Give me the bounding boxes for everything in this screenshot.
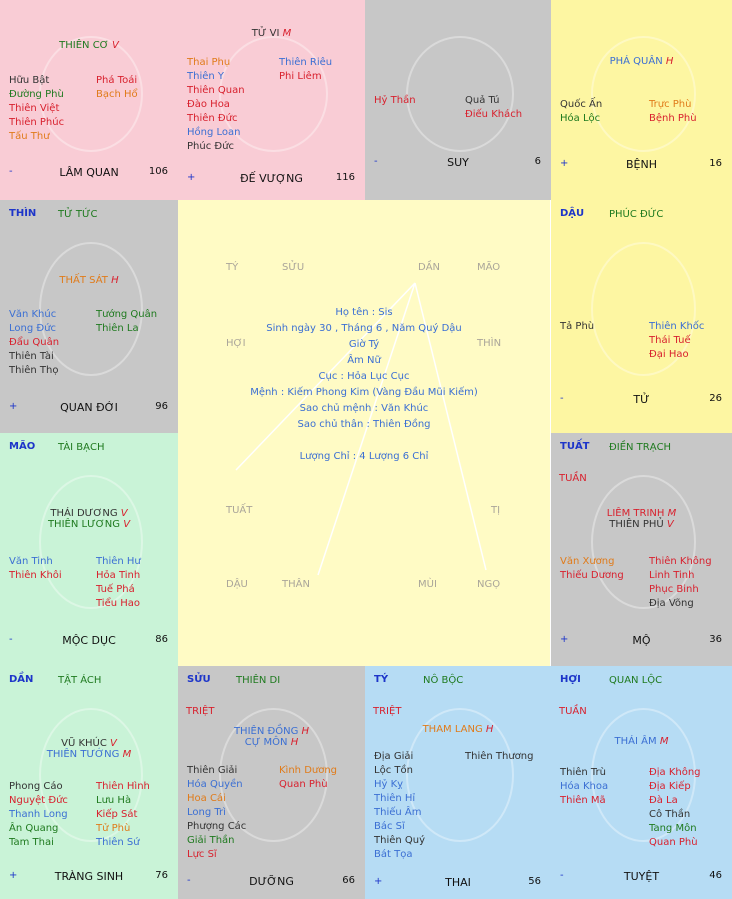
minor-star: Bát Tọa bbox=[374, 849, 413, 860]
major-star-brightness: H bbox=[301, 726, 310, 737]
direction-thin: THÌN bbox=[477, 338, 502, 349]
minor-star: Tang Môn bbox=[649, 823, 697, 834]
minor-star: Hỷ Thần bbox=[374, 95, 416, 106]
major-star bbox=[0, 275, 178, 286]
minor-star: Điếu Khách bbox=[465, 109, 523, 120]
palace-cell-suu[interactable] bbox=[178, 666, 365, 899]
minor-star: Thiên Việt bbox=[9, 103, 60, 114]
polarity-sign: + bbox=[9, 401, 18, 412]
palace-cell-than[interactable] bbox=[551, 0, 732, 200]
major-star bbox=[178, 737, 365, 748]
polarity-sign: - bbox=[9, 634, 13, 645]
major-star-brightness: M bbox=[122, 749, 132, 760]
minor-star: Bác Sĩ bbox=[374, 821, 405, 832]
life-stage: LÂM QUAN bbox=[59, 166, 119, 179]
minor-star: Ân Quang bbox=[9, 823, 59, 834]
life-stage: BỆNH bbox=[626, 158, 657, 171]
major-star-name: THẤT SÁT bbox=[59, 275, 108, 286]
life-stage: TỬ bbox=[633, 393, 650, 406]
minor-star: Địa Giải bbox=[374, 751, 414, 762]
branch-label: DẬU bbox=[560, 208, 585, 219]
major-star-name: THIÊN PHỦ bbox=[609, 519, 664, 530]
minor-star: Lộc Tồn bbox=[374, 765, 413, 776]
info-name: Họ tên : Sis bbox=[335, 307, 393, 318]
minor-star: Hồng Loan bbox=[187, 127, 241, 138]
direction-ti: TỊ bbox=[491, 505, 501, 516]
minor-star: Quả Tú bbox=[465, 95, 500, 106]
palace-label: TẬT ÁCH bbox=[58, 675, 102, 686]
minor-star: Thiên Mã bbox=[560, 795, 606, 806]
life-stage: MỘC DỤC bbox=[62, 634, 116, 647]
minor-star: Long Trì bbox=[187, 807, 226, 818]
info-gender: Âm Nữ bbox=[347, 355, 381, 366]
minor-star: Tiểu Hao bbox=[96, 598, 141, 609]
branch-label: MÃO bbox=[9, 441, 36, 452]
age-number: 46 bbox=[709, 870, 722, 881]
major-star-brightness: H bbox=[111, 275, 119, 286]
life-stage: TRÀNG SINH bbox=[54, 870, 124, 883]
minor-star: Phá Toái bbox=[96, 75, 138, 86]
minor-star: Thiên Khốc bbox=[649, 321, 705, 332]
major-star-name: THAM LANG bbox=[422, 724, 483, 735]
major-star bbox=[0, 508, 178, 519]
major-star bbox=[0, 40, 178, 51]
minor-star: Văn Tinh bbox=[9, 556, 53, 567]
major-star-name: THIÊN LƯƠNG bbox=[47, 519, 121, 530]
minor-star: Đẩu Quân bbox=[9, 337, 60, 348]
minor-star: Hóa Quyền bbox=[187, 779, 243, 790]
polarity-sign: + bbox=[9, 870, 18, 881]
minor-star: Quan Phù bbox=[279, 779, 328, 790]
minor-star: Kiếp Sát bbox=[96, 809, 138, 820]
polarity-sign: + bbox=[560, 158, 569, 169]
major-star-name: THIÊN CƠ bbox=[59, 40, 109, 51]
major-star bbox=[365, 724, 551, 735]
direction-dau: DẬU bbox=[226, 579, 248, 590]
tuan-triet-label: TRIỆT bbox=[373, 706, 402, 717]
major-star-brightness: H bbox=[485, 724, 494, 735]
direction-mao: MÃO bbox=[477, 262, 501, 273]
minor-star: Thiếu Dương bbox=[560, 570, 624, 581]
minor-star: Thiên Riêu bbox=[279, 57, 333, 68]
minor-star: Thiên Giải bbox=[187, 765, 238, 776]
polarity-sign: + bbox=[560, 634, 569, 645]
major-star-name: VŨ KHÚC bbox=[61, 738, 107, 749]
palace-label: PHÚC ĐỨC bbox=[609, 209, 664, 220]
polarity-sign: - bbox=[560, 870, 564, 881]
minor-star: Địa Võng bbox=[649, 598, 694, 609]
major-star-name: THIÊN TƯỚNG bbox=[46, 749, 120, 760]
minor-star: Thiên Thương bbox=[465, 751, 534, 762]
info-menh: Mệnh : Kiếm Phong Kim (Vàng Đầu Mũi Kiếm) bbox=[250, 387, 478, 398]
info-cuc: Cục : Hỏa Lục Cục bbox=[318, 371, 410, 382]
age-number: 16 bbox=[709, 158, 722, 169]
minor-star: Tấu Thư bbox=[9, 131, 50, 142]
palace-cell-mao[interactable] bbox=[0, 433, 178, 666]
minor-star: Tam Thai bbox=[9, 837, 54, 848]
life-stage: THAI bbox=[445, 876, 471, 889]
minor-star: Hóa Lộc bbox=[560, 113, 601, 124]
minor-star: Đà La bbox=[649, 795, 678, 806]
minor-star: Đại Hao bbox=[649, 349, 689, 360]
minor-star: Linh Tinh bbox=[649, 570, 695, 581]
palace-cell-tuat[interactable] bbox=[551, 433, 732, 666]
branch-label: TUẤT bbox=[560, 441, 590, 452]
major-star bbox=[178, 28, 365, 39]
minor-star: Phục Binh bbox=[649, 584, 699, 595]
direction-suu: SỬU bbox=[282, 262, 305, 273]
direction-dan: DẦN bbox=[418, 262, 441, 273]
major-star-brightness: M bbox=[282, 28, 292, 39]
info-birth: Sinh ngày 30 , Tháng 6 , Năm Quý Dậu bbox=[266, 323, 462, 334]
minor-star: Thiên Quý bbox=[374, 835, 426, 846]
minor-star: Tử Phù bbox=[96, 823, 131, 834]
branch-label: HỢI bbox=[560, 674, 581, 685]
minor-star: Thiên La bbox=[96, 323, 139, 334]
minor-star: Thanh Long bbox=[9, 809, 68, 820]
life-stage: SUY bbox=[447, 156, 469, 169]
minor-star: Nguyệt Đức bbox=[9, 795, 68, 806]
age-number: 76 bbox=[155, 870, 168, 881]
major-star-brightness: M bbox=[667, 508, 677, 519]
major-star bbox=[0, 749, 178, 760]
minor-star: Thiên Thọ bbox=[9, 365, 59, 376]
minor-star: Trực Phù bbox=[649, 99, 692, 110]
minor-star: Long Đức bbox=[9, 323, 56, 334]
life-stage: TUYỆT bbox=[623, 870, 660, 883]
minor-star: Lưu Hà bbox=[96, 795, 132, 806]
major-star-name: THIÊN ĐỒNG bbox=[233, 726, 299, 737]
minor-star: Thiên Y bbox=[187, 71, 225, 82]
major-star-brightness: V bbox=[666, 519, 674, 530]
major-star-name: LIÊM TRINH bbox=[606, 508, 665, 519]
life-stage: MỘ bbox=[632, 634, 651, 647]
info-luong-chi: Lượng Chỉ : 4 Lượng 6 Chỉ bbox=[299, 451, 429, 462]
major-star-name: THÁI DƯƠNG bbox=[50, 508, 118, 519]
tuan-triet-label: TUẦN bbox=[559, 473, 587, 484]
palace-label: THIÊN DI bbox=[236, 675, 281, 686]
palace-cell-dan[interactable] bbox=[0, 666, 178, 899]
direction-ty: TÝ bbox=[226, 262, 239, 273]
major-star-name: TỬ VI bbox=[251, 28, 280, 39]
major-star-name: PHÁ QUÂN bbox=[609, 56, 663, 67]
major-star bbox=[551, 519, 732, 530]
major-star bbox=[178, 726, 365, 737]
major-star bbox=[551, 56, 732, 67]
minor-star: Thai Phụ bbox=[187, 57, 231, 68]
age-number: 86 bbox=[155, 634, 168, 645]
major-star bbox=[551, 736, 732, 747]
minor-star: Thiên Phúc bbox=[9, 117, 65, 128]
minor-star: Lực Sĩ bbox=[187, 849, 217, 860]
age-number: 116 bbox=[335, 172, 355, 183]
age-number: 36 bbox=[709, 634, 722, 645]
minor-star: Phúc Đức bbox=[187, 141, 234, 152]
major-star bbox=[0, 519, 178, 530]
age-number: 6 bbox=[534, 156, 541, 167]
age-number: 66 bbox=[342, 875, 355, 886]
minor-star: Thiên Hình bbox=[96, 781, 150, 792]
minor-star: Kình Dương bbox=[279, 765, 338, 776]
palace-label: ĐIỀN TRẠCH bbox=[609, 442, 672, 453]
palace-label: QUAN LỘC bbox=[609, 675, 663, 686]
minor-star: Thái Tuế bbox=[649, 335, 691, 346]
direction-ngo: NGỌ bbox=[477, 579, 501, 590]
minor-star: Thiên Hư bbox=[96, 556, 141, 567]
info-sao-chu-than: Sao chủ thân : Thiên Đồng bbox=[297, 419, 431, 430]
branch-label: SỬU bbox=[187, 674, 211, 685]
direction-mui: MÙI bbox=[418, 579, 437, 590]
minor-star: Thiên Sứ bbox=[96, 837, 140, 848]
zodiac-decoration bbox=[591, 36, 696, 152]
polarity-sign: - bbox=[9, 166, 13, 177]
polarity-sign: - bbox=[560, 393, 564, 404]
minor-star: Thiên Trù bbox=[560, 767, 606, 778]
direction-hoi: HỢI bbox=[226, 338, 246, 349]
minor-star: Tướng Quân bbox=[96, 309, 158, 320]
minor-star: Bạch Hổ bbox=[96, 89, 138, 100]
major-star-brightness: V bbox=[123, 519, 131, 530]
major-star-brightness: H bbox=[290, 737, 299, 748]
major-star bbox=[0, 738, 178, 749]
minor-star: Cô Thần bbox=[649, 809, 691, 820]
major-star-brightness: V bbox=[110, 738, 117, 749]
minor-star: Bệnh Phù bbox=[649, 113, 697, 124]
life-stage: DƯỠNG bbox=[249, 875, 294, 888]
minor-star: Quan Phù bbox=[649, 837, 698, 848]
major-star bbox=[551, 508, 732, 519]
polarity-sign: - bbox=[187, 875, 191, 886]
branch-label: DẦN bbox=[9, 674, 34, 685]
minor-star: Văn Khúc bbox=[9, 309, 57, 320]
palace-cell-ty[interactable] bbox=[365, 666, 551, 899]
minor-star: Địa Không bbox=[649, 767, 701, 778]
minor-star: Hóa Khoa bbox=[560, 781, 609, 792]
minor-star: Hữu Bật bbox=[9, 75, 50, 86]
minor-star: Giải Thần bbox=[187, 835, 235, 846]
branch-label: THÌN bbox=[9, 208, 37, 219]
life-stage: QUAN ĐỚI bbox=[60, 401, 118, 414]
palace-label: TÀI BẠCH bbox=[58, 442, 105, 453]
palace-cell-thin[interactable] bbox=[0, 200, 178, 433]
age-number: 56 bbox=[528, 876, 541, 887]
polarity-sign: - bbox=[374, 156, 378, 167]
direction-than: THÂN bbox=[282, 579, 310, 590]
minor-star: Thiên Quan bbox=[187, 85, 245, 96]
palace-cell-ti[interactable] bbox=[0, 0, 178, 200]
polarity-sign: + bbox=[187, 172, 196, 183]
minor-star: Thiên Đức bbox=[187, 113, 238, 124]
life-stage: ĐẾ VƯỢNG bbox=[240, 172, 303, 185]
age-number: 26 bbox=[709, 393, 722, 404]
minor-star: Thiếu Âm bbox=[374, 807, 422, 818]
minor-star: Hỏa Tinh bbox=[96, 570, 141, 581]
palace-label: NÔ BỘC bbox=[423, 675, 464, 686]
tuan-triet-label: TRIỆT bbox=[186, 706, 215, 717]
palace-cell-ngo[interactable] bbox=[178, 0, 365, 200]
major-star-brightness: H bbox=[665, 56, 674, 67]
minor-star: Phong Cáo bbox=[9, 781, 63, 792]
palace-cell-dau[interactable] bbox=[551, 200, 732, 433]
minor-star: Địa Kiếp bbox=[649, 781, 691, 792]
minor-star: Đường Phù bbox=[9, 89, 64, 100]
major-star-brightness: M bbox=[659, 736, 669, 747]
minor-star: Phi Liêm bbox=[279, 71, 322, 82]
info-hour: Giờ Tý bbox=[348, 339, 380, 350]
minor-star: Thiên Hỉ bbox=[374, 793, 416, 804]
major-star-brightness: V bbox=[112, 40, 119, 51]
minor-star: Hoa Cái bbox=[187, 793, 226, 804]
minor-star: Thiên Khôi bbox=[9, 570, 62, 581]
major-star-name: CỰ MÔN bbox=[244, 737, 288, 748]
age-number: 96 bbox=[155, 401, 168, 412]
major-star-brightness: V bbox=[120, 508, 128, 519]
tuan-triet-label: TUẦN bbox=[559, 706, 587, 717]
direction-tuat: TUẤT bbox=[226, 505, 253, 516]
palace-cell-hoi[interactable] bbox=[551, 666, 732, 899]
palace-cell-mui[interactable] bbox=[365, 0, 551, 200]
minor-star: Thiên Không bbox=[649, 556, 712, 567]
palace-label: TỬ TỨC bbox=[58, 209, 98, 220]
branch-label: TÝ bbox=[374, 674, 389, 685]
minor-star: Văn Xương bbox=[560, 556, 615, 567]
minor-star: Thiên Tài bbox=[9, 351, 54, 362]
minor-star: Phượng Các bbox=[187, 821, 247, 832]
minor-star: Đào Hoa bbox=[187, 99, 230, 110]
minor-star: Quốc Ấn bbox=[560, 99, 603, 110]
major-star-name: THÁI ÂM bbox=[614, 736, 657, 747]
info-sao-chu-menh: Sao chủ mệnh : Văn Khúc bbox=[299, 403, 429, 414]
age-number: 106 bbox=[148, 166, 168, 177]
polarity-sign: + bbox=[374, 876, 383, 887]
minor-star: Tả Phù bbox=[560, 321, 595, 332]
minor-star: Tuế Phá bbox=[96, 584, 135, 595]
minor-star: Hỷ Kỵ bbox=[374, 779, 404, 790]
